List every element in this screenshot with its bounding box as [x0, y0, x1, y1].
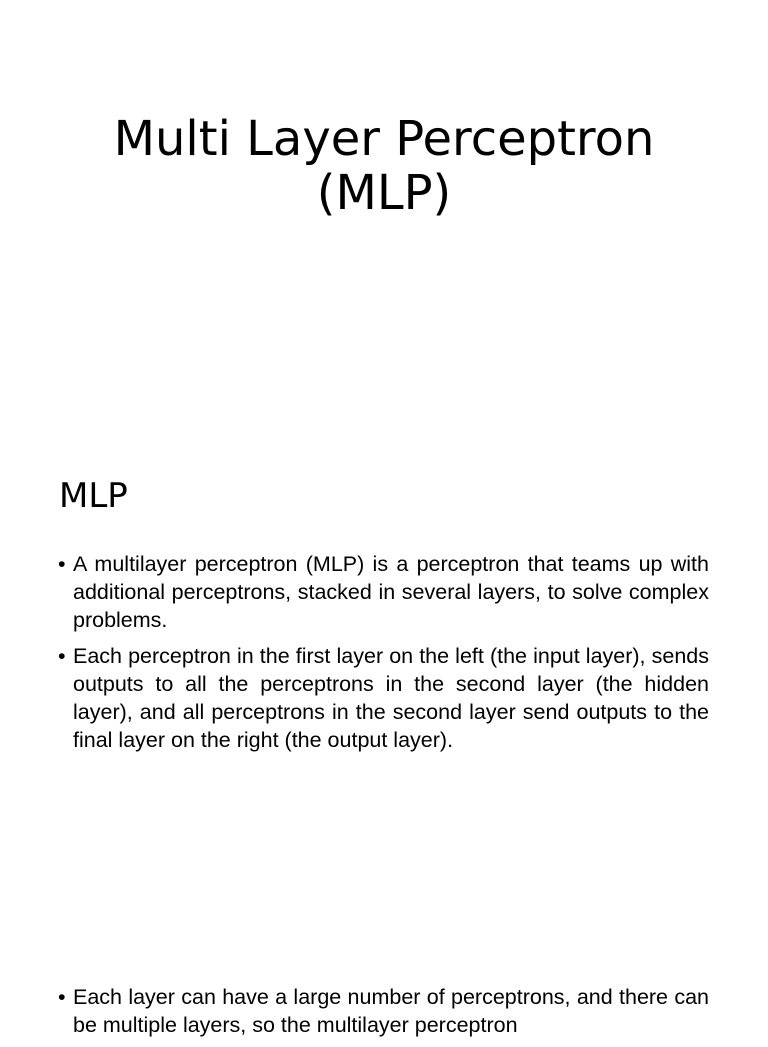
bullet-item [58, 550, 709, 634]
bullet-text: Each layer can have a large number of perceptrons, and there can be multiple layers, so the multilayer perceptron [73, 985, 709, 1037]
content-slide [0, 430, 768, 1037]
slide-heading: MLP [59, 476, 128, 516]
bullet-list-continued [58, 983, 709, 1047]
slide-title-line-1: Multi Layer Perceptron [113, 111, 655, 167]
bullet-text: Each perceptron in the first layer on the left (the input layer), sends outputs to all the perceptrons in the second layer (the hidden layer), and all perceptrons in the second layer send outputs to the final layer on the right (the output layer). [73, 644, 709, 752]
slide-title [60, 112, 708, 220]
bullet-item [58, 983, 709, 1039]
slide-title-line-2: (MLP) [316, 165, 452, 221]
title-slide [0, 0, 768, 430]
bullet-text: A multilayer perceptron (MLP) is a perceptron that teams up with additional perceptrons, stacked in several layers, to solve complex problems. [73, 552, 709, 632]
bullet-item [58, 642, 709, 754]
bullet-list [58, 550, 709, 762]
bullet-icon: • [58, 644, 66, 668]
bullet-icon: • [58, 985, 66, 1009]
bullet-icon: • [58, 552, 66, 576]
